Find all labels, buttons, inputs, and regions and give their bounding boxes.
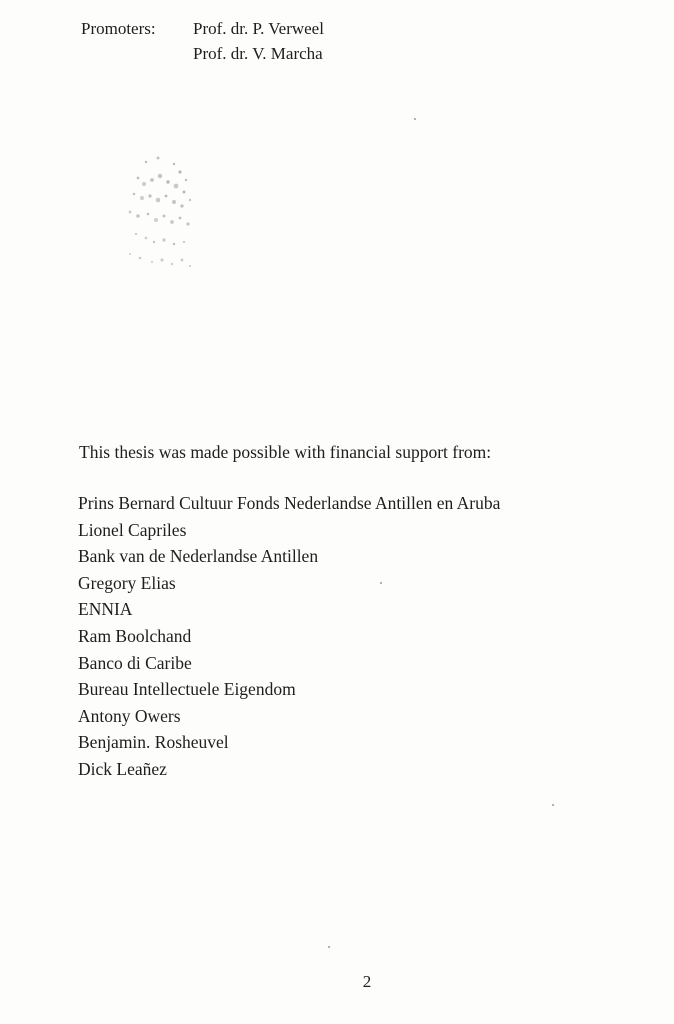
sponsor-item: Bank van de Nederlandse Antillen bbox=[78, 546, 319, 567]
promoter-name: Prof. dr. P. Verweel bbox=[193, 19, 324, 38]
paper-speck bbox=[552, 804, 554, 806]
promoter-name: Prof. dr. V. Marcha bbox=[193, 44, 323, 63]
sponsor-item: Banco di Caribe bbox=[78, 652, 192, 673]
sponsor-item: Bureau Intellectuele Eigendom bbox=[78, 679, 296, 700]
sponsor-item: Antony Owers bbox=[78, 705, 181, 726]
ink-smudge-stamp bbox=[116, 150, 206, 280]
promoters-names bbox=[193, 16, 324, 66]
support-intro: This thesis was made possible with financial support from: bbox=[79, 442, 492, 462]
sponsor-item: Dick Leañez bbox=[78, 758, 167, 779]
sponsor-item: Ram Boolchand bbox=[78, 625, 192, 646]
sponsor-item: Prins Bernard Cultuur Fonds Nederlandse Antillen en Aruba bbox=[78, 493, 501, 513]
page-number: 2 bbox=[362, 972, 372, 991]
sponsor-list bbox=[78, 490, 500, 783]
paper-speck bbox=[380, 582, 382, 584]
sponsor-item: ENNIA bbox=[78, 599, 133, 620]
sponsor-item: Lionel Capriles bbox=[78, 519, 187, 540]
sponsor-item: Benjamin. Rosheuvel bbox=[78, 732, 229, 753]
sponsor-item: Gregory Elias bbox=[78, 572, 176, 593]
paper-speck bbox=[328, 946, 330, 948]
promoters-label: Promoters: bbox=[81, 19, 156, 38]
paper-speck bbox=[414, 118, 416, 120]
